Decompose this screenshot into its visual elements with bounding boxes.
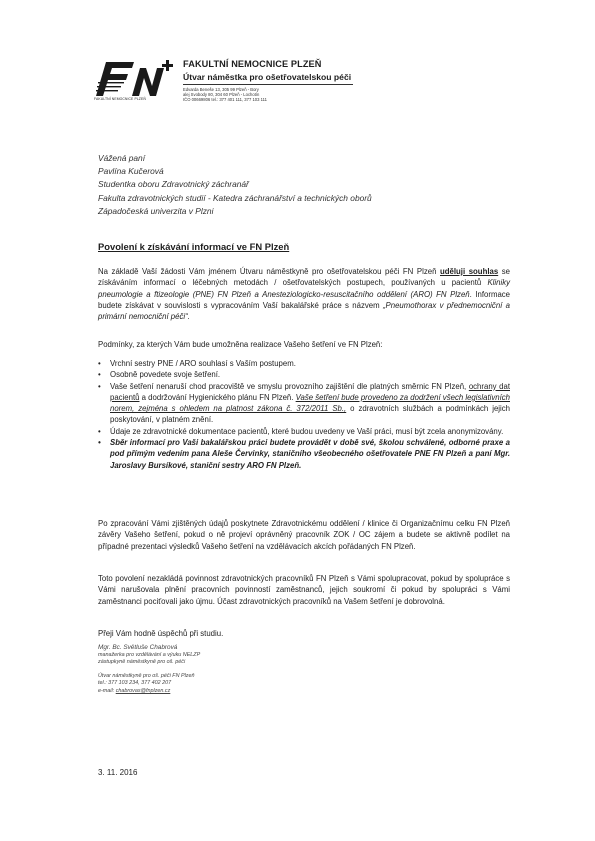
conditions-list: [98, 358, 510, 471]
addressee-university: Západočeská univerzita v Plzni: [98, 205, 214, 216]
address-line-1: Edvarda Beneše 13, 305 99 Plzeň - Bory: [183, 87, 259, 92]
intro-text-3: . Informace budete získávat v souvislosti s vypracováním Vaší bakalářské práce s názvem: [98, 289, 511, 310]
bullet: •: [98, 359, 101, 368]
condition-item: [98, 369, 510, 380]
departments-phrase: Kliniky pneumologie a ftizeologie (PNE) FN Plzeň a Anesteziologicko-resuscitačního oddělení (ARO) FN Plzeň: [98, 278, 510, 299]
address-line-2: alej Svobody 80, 304 60 Plzeň - Lochotín: [183, 92, 260, 97]
signatory-name: Mgr. Bc. Světluše Chabrová: [98, 644, 178, 651]
condition-text: Sběr informací pro Vaši bakalářskou práci budete provádět v době své, školou schválené, odborné praxe a pod přímým vedením pana Aleše Červinky, staničního všeobecného ošetřovatele PNE FN Plzeň a paní Mgr. Jaroslavy Bursíkové, staniční sestry ARO FN Plzeň.: [110, 438, 510, 470]
condition-text: Údaje ze zdravotnické dokumentace pacientů, které budou uvedeny ve Vaší práci, musí být zcela anonymizovány.: [110, 426, 504, 436]
condition-text: a dodržování Hygienického plánu FN Plzeň.: [139, 392, 296, 402]
signatory-dept: Útvar náměstkyně pro oš. péči FN Plzeň: [98, 672, 195, 679]
signatory-email-line: [98, 688, 200, 696]
bullet: •: [98, 438, 101, 448]
intro-text-2: se získáváním informací o léčebných metodách / ošetřovatelských postupech, používaných u pacientů: [98, 267, 510, 288]
data-protection-phrase: ochrany dat pacientů: [110, 381, 510, 402]
header-rule: [183, 84, 353, 85]
bullet: •: [98, 426, 101, 436]
thesis-title: „Pneumothorax v přednemocniční a primární nemocniční péči“.: [98, 300, 510, 322]
signatory-role-2: zástupkyně náměstkyně pro oš. péči: [98, 659, 186, 666]
department-name: Útvar náměstka pro ošetřovatelskou péči: [183, 72, 352, 82]
salutation: Vážená paní: [98, 153, 146, 163]
bullet: •: [98, 381, 101, 391]
condition-item: [98, 358, 510, 369]
addressee-name: Pavlína Kučerová: [98, 166, 164, 177]
letter-date: 3. 11. 2016: [98, 768, 138, 777]
condition-item: [98, 381, 510, 426]
intro-text: Na základě Vaší žádosti Vám jménem Útvaru náměstkyně pro ošetřovatelskou péči FN Plzeň: [98, 267, 440, 276]
conditions-intro: Podmínky, za kterých Vám bude umožněna realizace Vašeho šetření ve FN Plzeň:: [98, 340, 383, 349]
condition-text: Osobně povedete svoje šetření.: [110, 370, 221, 380]
email-label: e-mail:: [98, 687, 116, 694]
signatory-role-1: manažerka pro vzdělávání a výuku NELZP: [98, 651, 201, 658]
contact-line: IČO 00669806 tel.: 377 401 111, 377 103 111: [183, 97, 267, 102]
addressee-role: Studentka oboru Zdravotnický záchranář: [98, 179, 249, 190]
legislation-phrase: Vaše šetření bude provedeno za dodržení všech legislativních norem, zejména s ohledem na platnost zákona č. 372/2011 Sb.,: [110, 392, 510, 414]
condition-item: [98, 426, 510, 437]
condition-text: o zdravotních službách a podmínkách jejich poskytování, v platném znění.: [110, 404, 510, 425]
results-paragraph: Po zpracování Vámi zjištěných údajů poskytnete Zdravotnickému oddělení / klinice či Organizačnímu celku FN Plzeň závěry Vašeho šetření, pokud o ně projeví oprávněný pracovník ZOK / OC zájem a budete se aktivně podílet na případné prezentaci výsledků Vašeho šetření na vzdělávacích akcích pořádaných FN Plzeň.: [98, 519, 510, 551]
condition-item: [98, 437, 510, 471]
logo-caption: FAKULTNÍ NEMOCNICE PLZEŇ: [94, 97, 146, 101]
hospital-name: FAKULTNÍ NEMOCNICE PLZEŇ: [183, 59, 322, 69]
consent-phrase: uděluji souhlas: [440, 267, 499, 276]
condition-text: Vrchní sestry PNE / ARO souhlasí s Vaším postupem.: [110, 359, 296, 368]
addressee-block: [98, 152, 372, 218]
addressee-faculty: Fakulta zdravotnických studií - Katedra záchranářství a technických oborů: [98, 192, 372, 203]
signature-block: [98, 644, 200, 696]
signatory-phone: tel.: 377 103 234, 377 402 207: [98, 680, 172, 687]
intro-paragraph: [98, 266, 510, 322]
email-link[interactable]: chabrovas@fnplzen.cz: [115, 687, 171, 694]
obligation-paragraph: Toto povolení nezakládá povinnost zdravotnických pracovníků FN Plzeň s Vámi spolupracovat, pokud by spolupráce s Vámi narušovala plnění pracovních povinností zaměstnanců, jejich soukromí či pokud by spolupráci s Vámi zaměstnanci pociťovali jako újmu. Účast zdravotnických pracovníků na Vašem šetření je dobrovolná.: [98, 574, 510, 606]
condition-text: Vaše šetření nenaruší chod pracoviště ve smyslu provozního zajištění dle platných směrnic FN Plzeň,: [110, 381, 469, 391]
closing-line: Přeji Vám hodně úspěchů při studiu.: [98, 629, 224, 638]
letter-subject: Povolení k získávání informací ve FN Plzeň: [98, 241, 290, 252]
bullet: •: [98, 370, 101, 380]
